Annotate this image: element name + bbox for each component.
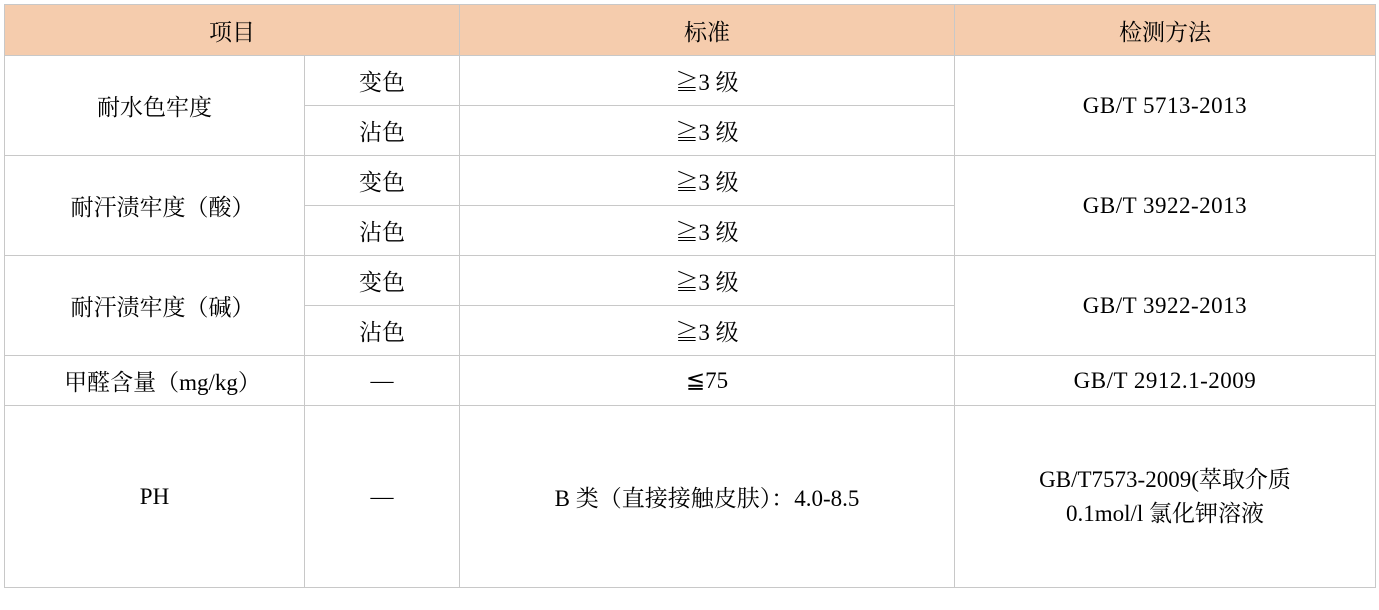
sub-item-staining: 沾色 (305, 206, 460, 256)
standard-value: ≧3 级 (460, 106, 955, 156)
standard-value: ≦75 (460, 356, 955, 406)
item-label-formaldehyde: 甲醛含量（mg/kg） (5, 356, 305, 406)
item-label-perspiration-alkali: 耐汗渍牢度（碱） (5, 256, 305, 356)
test-standards-table (4, 4, 1376, 588)
sub-item-none: — (305, 356, 460, 406)
sub-item-color-change: 变色 (305, 156, 460, 206)
item-label-perspiration-acid: 耐汗渍牢度（酸） (5, 156, 305, 256)
method-value: GB/T 2912.1-2009 (955, 356, 1376, 406)
method-value (955, 406, 1376, 588)
method-line-1: GB/T7573-2009(萃取介质 (1039, 467, 1291, 493)
table-header-row (5, 5, 1376, 56)
standard-value: ≧3 级 (460, 306, 955, 356)
table-row (5, 406, 1376, 588)
sub-item-color-change: 变色 (305, 56, 460, 106)
sub-item-staining: 沾色 (305, 306, 460, 356)
table-body (5, 56, 1376, 588)
standard-value: ≧3 级 (460, 206, 955, 256)
table-row (5, 156, 1376, 206)
sub-item-color-change: 变色 (305, 256, 460, 306)
sub-item-staining: 沾色 (305, 106, 460, 156)
column-header-method: 检测方法 (955, 5, 1376, 56)
table-row (5, 356, 1376, 406)
method-value: GB/T 3922-2013 (955, 256, 1376, 356)
column-header-standard: 标准 (460, 5, 955, 56)
method-value: GB/T 5713-2013 (955, 56, 1376, 156)
table-row (5, 256, 1376, 306)
table-header (5, 5, 1376, 56)
method-value: GB/T 3922-2013 (955, 156, 1376, 256)
column-header-item: 项目 (5, 5, 460, 56)
standard-value: B 类（直接接触皮肤）：4.0-8.5 (460, 406, 955, 588)
spec-table-document (0, 4, 1379, 610)
standard-value: ≧3 级 (460, 256, 955, 306)
method-line-2: 0.1mol/l 氯化钾溶液 (1065, 500, 1265, 526)
standard-value: ≧3 级 (460, 156, 955, 206)
item-label-water-fastness: 耐水色牢度 (5, 56, 305, 156)
table-row (5, 56, 1376, 106)
standard-value: ≧3 级 (460, 56, 955, 106)
item-label-ph: PH (5, 406, 305, 588)
sub-item-none: — (305, 406, 460, 588)
